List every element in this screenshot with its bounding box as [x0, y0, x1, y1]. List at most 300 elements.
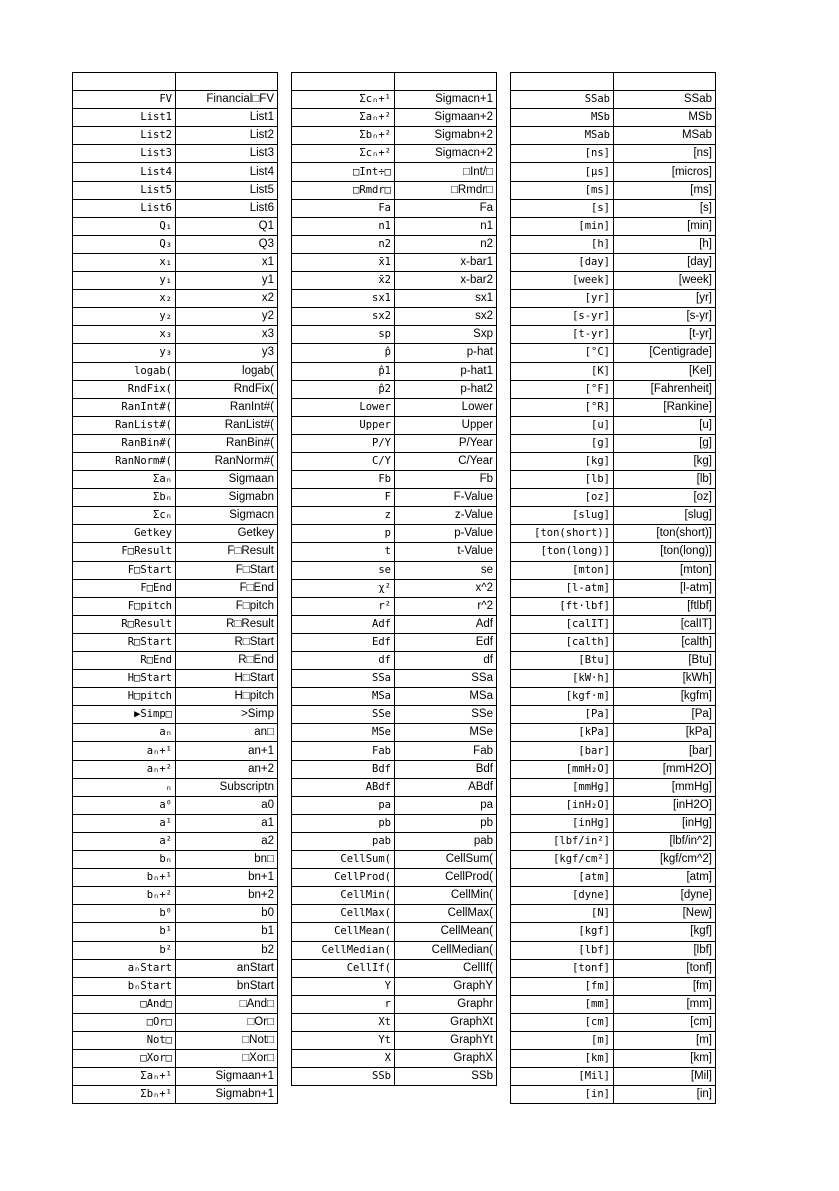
- table-row: [73, 380, 278, 398]
- token-cell: F□End: [73, 579, 176, 597]
- token-cell: R□Result: [73, 615, 176, 633]
- table-row: [511, 742, 716, 760]
- name-cell: a0: [176, 796, 278, 814]
- name-cell: a2: [176, 832, 278, 850]
- token-cell: [slug]: [511, 507, 614, 525]
- token-cell: [inHg]: [511, 814, 614, 832]
- table-row: [511, 633, 716, 651]
- name-cell: MSb: [614, 109, 716, 127]
- token-cell: [Pa]: [511, 706, 614, 724]
- token-cell: List3: [73, 145, 176, 163]
- token-cell: SSab: [511, 91, 614, 109]
- token-cell: List4: [73, 163, 176, 181]
- table-row: [73, 561, 278, 579]
- header-row: [511, 73, 716, 91]
- name-cell: [Centigrade]: [614, 344, 716, 362]
- table-row: [73, 670, 278, 688]
- table-row: [511, 326, 716, 344]
- table-row: [73, 416, 278, 434]
- token-cell: [h]: [511, 235, 614, 253]
- name-cell: Sigmacn: [176, 507, 278, 525]
- token-cell: [ms]: [511, 181, 614, 199]
- name-cell: F□pitch: [176, 597, 278, 615]
- name-cell: [inHg]: [614, 814, 716, 832]
- table-row: [511, 543, 716, 561]
- table-row: [511, 959, 716, 977]
- token-cell: CellMin(: [292, 887, 395, 905]
- table-row: [292, 127, 497, 145]
- table-row: [73, 742, 278, 760]
- table-row: [73, 1050, 278, 1068]
- name-cell: CellSum(: [395, 851, 497, 869]
- name-cell: [lb]: [614, 471, 716, 489]
- token-cell: [bar]: [511, 742, 614, 760]
- table-row: [73, 235, 278, 253]
- token-cell: y₃: [73, 344, 176, 362]
- name-cell: [in]: [614, 1086, 716, 1104]
- token-cell: Σaₙ+²: [292, 109, 395, 127]
- table-row: [292, 308, 497, 326]
- table-row: [73, 652, 278, 670]
- name-cell: [mmH2O]: [614, 760, 716, 778]
- table-row: [292, 869, 497, 887]
- token-cell: [fm]: [511, 977, 614, 995]
- table-row: [292, 959, 497, 977]
- name-cell: SSab: [614, 91, 716, 109]
- token-cell: Bdf: [292, 760, 395, 778]
- name-cell: logab(: [176, 362, 278, 380]
- name-cell: CellIf(: [395, 959, 497, 977]
- token-cell: [kW·h]: [511, 670, 614, 688]
- name-cell: se: [395, 561, 497, 579]
- token-cell: [cm]: [511, 1013, 614, 1031]
- token-cell: [calth]: [511, 633, 614, 651]
- name-cell: [ton(long)]: [614, 543, 716, 561]
- name-cell: [mm]: [614, 995, 716, 1013]
- token-cell: [lbf]: [511, 941, 614, 959]
- token-table-3: [510, 72, 716, 1104]
- name-cell: >Simp: [176, 706, 278, 724]
- name-cell: [u]: [614, 416, 716, 434]
- token-cell: [292, 73, 395, 91]
- name-cell: [lbf]: [614, 941, 716, 959]
- table-row: [292, 543, 497, 561]
- token-cell: F□pitch: [73, 597, 176, 615]
- table-row: [511, 869, 716, 887]
- name-cell: Fb: [395, 471, 497, 489]
- token-cell: RndFix(: [73, 380, 176, 398]
- name-cell: [micros]: [614, 163, 716, 181]
- name-cell: [ms]: [614, 181, 716, 199]
- token-cell: Σbₙ+¹: [73, 1086, 176, 1104]
- table-row: [511, 905, 716, 923]
- token-cell: X: [292, 1050, 395, 1068]
- table-row: [511, 706, 716, 724]
- token-cell: Y: [292, 977, 395, 995]
- token-cell: a²: [73, 832, 176, 850]
- name-cell: Financial□FV: [176, 91, 278, 109]
- token-cell: [°F]: [511, 380, 614, 398]
- table-row: [292, 253, 497, 271]
- token-cell: RanNorm#(: [73, 452, 176, 470]
- name-cell: p-hat1: [395, 362, 497, 380]
- name-cell: [inH2O]: [614, 796, 716, 814]
- name-cell: GraphYt: [395, 1031, 497, 1049]
- token-cell: Getkey: [73, 525, 176, 543]
- table-row: [292, 217, 497, 235]
- name-cell: [ns]: [614, 145, 716, 163]
- table-row: [511, 91, 716, 109]
- table-row: [73, 977, 278, 995]
- table-row: [73, 832, 278, 850]
- name-cell: b0: [176, 905, 278, 923]
- name-cell: □Xor□: [176, 1050, 278, 1068]
- table-row: [73, 796, 278, 814]
- table-row: [292, 652, 497, 670]
- name-cell: [week]: [614, 272, 716, 290]
- table-row: [511, 760, 716, 778]
- table-row: [292, 1013, 497, 1031]
- table-row: [511, 452, 716, 470]
- table-row: [511, 977, 716, 995]
- table-row: [73, 272, 278, 290]
- name-cell: [kPa]: [614, 724, 716, 742]
- token-cell: CellMax(: [292, 905, 395, 923]
- name-cell: [g]: [614, 434, 716, 452]
- token-cell: SSe: [292, 706, 395, 724]
- table-row: [511, 597, 716, 615]
- table-row: [73, 199, 278, 217]
- table-row: [292, 905, 497, 923]
- table-row: [511, 507, 716, 525]
- table-row: [73, 633, 278, 651]
- table-row: [511, 199, 716, 217]
- table-row: [511, 561, 716, 579]
- token-cell: [day]: [511, 253, 614, 271]
- name-cell: RanNorm#(: [176, 452, 278, 470]
- table-row: [292, 434, 497, 452]
- name-cell: CellMean(: [395, 923, 497, 941]
- name-cell: [ton(short)]: [614, 525, 716, 543]
- name-cell: Subscriptn: [176, 778, 278, 796]
- table-row: [511, 525, 716, 543]
- table-row: [292, 507, 497, 525]
- name-cell: [calth]: [614, 633, 716, 651]
- name-cell: R□End: [176, 652, 278, 670]
- name-cell: Sigmabn+2: [395, 127, 497, 145]
- token-cell: p: [292, 525, 395, 543]
- token-cell: aₙ+²: [73, 760, 176, 778]
- name-cell: R□Start: [176, 633, 278, 651]
- table-row: [292, 977, 497, 995]
- token-cell: RanList#(: [73, 416, 176, 434]
- token-cell: FV: [73, 91, 176, 109]
- token-cell: b⁰: [73, 905, 176, 923]
- name-cell: [t-yr]: [614, 326, 716, 344]
- name-cell: RanBin#(: [176, 434, 278, 452]
- name-cell: [l-atm]: [614, 579, 716, 597]
- name-cell: x-bar2: [395, 272, 497, 290]
- table-row: [73, 1086, 278, 1104]
- name-cell: Q1: [176, 217, 278, 235]
- token-cell: [yr]: [511, 290, 614, 308]
- token-cell: □Xor□: [73, 1050, 176, 1068]
- name-cell: [Pa]: [614, 706, 716, 724]
- table-row: [73, 760, 278, 778]
- token-cell: Σbₙ: [73, 489, 176, 507]
- table-row: [73, 344, 278, 362]
- token-cell: Fa: [292, 199, 395, 217]
- table-row: [292, 561, 497, 579]
- name-cell: RanList#(: [176, 416, 278, 434]
- name-cell: [395, 73, 497, 91]
- table-row: [292, 344, 497, 362]
- table-row: [73, 579, 278, 597]
- table-row: [511, 832, 716, 850]
- token-cell: a¹: [73, 814, 176, 832]
- name-cell: [cm]: [614, 1013, 716, 1031]
- name-cell: SSa: [395, 670, 497, 688]
- table-row: [73, 688, 278, 706]
- name-cell: [kg]: [614, 452, 716, 470]
- token-cell: p̂2: [292, 380, 395, 398]
- table-row: [292, 724, 497, 742]
- token-cell: [ft·lbf]: [511, 597, 614, 615]
- table-row: [292, 832, 497, 850]
- table-row: [73, 887, 278, 905]
- name-cell: [bar]: [614, 742, 716, 760]
- name-cell: y3: [176, 344, 278, 362]
- token-cell: Yt: [292, 1031, 395, 1049]
- name-cell: y2: [176, 308, 278, 326]
- token-cell: F□Start: [73, 561, 176, 579]
- name-cell: [atm]: [614, 869, 716, 887]
- token-cell: R□Start: [73, 633, 176, 651]
- table-row: [73, 163, 278, 181]
- token-cell: logab(: [73, 362, 176, 380]
- token-cell: [ns]: [511, 145, 614, 163]
- table-row: [511, 344, 716, 362]
- name-cell: an+1: [176, 742, 278, 760]
- token-cell: [ton(long)]: [511, 543, 614, 561]
- token-cell: CellMedian(: [292, 941, 395, 959]
- name-cell: Bdf: [395, 760, 497, 778]
- token-cell: MSe: [292, 724, 395, 742]
- token-cell: r: [292, 995, 395, 1013]
- token-cell: SSb: [292, 1068, 395, 1086]
- token-cell: bₙ+¹: [73, 869, 176, 887]
- name-cell: [fm]: [614, 977, 716, 995]
- token-cell: Xt: [292, 1013, 395, 1031]
- table-row: [73, 724, 278, 742]
- table-row: [511, 851, 716, 869]
- name-cell: sx1: [395, 290, 497, 308]
- table-row: [292, 326, 497, 344]
- name-cell: RanInt#(: [176, 398, 278, 416]
- name-cell: anStart: [176, 959, 278, 977]
- name-cell: [614, 73, 716, 91]
- token-cell: H□pitch: [73, 688, 176, 706]
- token-cell: [kgf]: [511, 923, 614, 941]
- name-cell: pa: [395, 796, 497, 814]
- table-row: [292, 199, 497, 217]
- name-cell: P/Year: [395, 434, 497, 452]
- table-row: [73, 290, 278, 308]
- token-cell: List6: [73, 199, 176, 217]
- header-row: [292, 73, 497, 91]
- token-cell: List2: [73, 127, 176, 145]
- table-row: [292, 887, 497, 905]
- table-row: [73, 1031, 278, 1049]
- token-cell: [Mil]: [511, 1068, 614, 1086]
- token-cell: SSa: [292, 670, 395, 688]
- name-cell: y1: [176, 272, 278, 290]
- name-cell: F□Result: [176, 543, 278, 561]
- token-cell: Fab: [292, 742, 395, 760]
- table-row: [73, 814, 278, 832]
- token-cell: b²: [73, 941, 176, 959]
- name-cell: [h]: [614, 235, 716, 253]
- table-row: [511, 652, 716, 670]
- table-row: [73, 253, 278, 271]
- name-cell: bn□: [176, 851, 278, 869]
- token-cell: MSb: [511, 109, 614, 127]
- name-cell: [dyne]: [614, 887, 716, 905]
- token-cell: bₙ: [73, 851, 176, 869]
- name-cell: [kWh]: [614, 670, 716, 688]
- table-row: [292, 181, 497, 199]
- token-cell: □And□: [73, 995, 176, 1013]
- table-row: [511, 272, 716, 290]
- name-cell: pb: [395, 814, 497, 832]
- token-cell: [kg]: [511, 452, 614, 470]
- table-row: [511, 1086, 716, 1104]
- token-cell: Q₃: [73, 235, 176, 253]
- token-cell: [min]: [511, 217, 614, 235]
- table-row: [292, 941, 497, 959]
- name-cell: H□pitch: [176, 688, 278, 706]
- token-cell: [km]: [511, 1050, 614, 1068]
- token-cell: [l-atm]: [511, 579, 614, 597]
- name-cell: □Not□: [176, 1031, 278, 1049]
- token-cell: Adf: [292, 615, 395, 633]
- name-cell: Edf: [395, 633, 497, 651]
- token-cell: x₂: [73, 290, 176, 308]
- table-row: [511, 380, 716, 398]
- name-cell: List3: [176, 145, 278, 163]
- table-row: [511, 434, 716, 452]
- token-cell: bₙ+²: [73, 887, 176, 905]
- token-cell: [ton(short)]: [511, 525, 614, 543]
- table-row: [73, 452, 278, 470]
- token-cell: aₙStart: [73, 959, 176, 977]
- token-cell: pb: [292, 814, 395, 832]
- name-cell: Sigmabn+1: [176, 1086, 278, 1104]
- name-cell: r^2: [395, 597, 497, 615]
- token-cell: MSa: [292, 688, 395, 706]
- token-cell: [m]: [511, 1031, 614, 1049]
- token-cell: aₙ+¹: [73, 742, 176, 760]
- name-cell: List1: [176, 109, 278, 127]
- table-row: [73, 1013, 278, 1031]
- token-cell: x̄1: [292, 253, 395, 271]
- name-cell: SSe: [395, 706, 497, 724]
- table-row: [73, 127, 278, 145]
- name-cell: RndFix(: [176, 380, 278, 398]
- table-row: [73, 543, 278, 561]
- token-cell: [calIT]: [511, 615, 614, 633]
- name-cell: [Rankine]: [614, 398, 716, 416]
- token-cell: [kPa]: [511, 724, 614, 742]
- name-cell: MSe: [395, 724, 497, 742]
- table-row: [73, 489, 278, 507]
- name-cell: [mton]: [614, 561, 716, 579]
- name-cell: Q3: [176, 235, 278, 253]
- table-row: [73, 507, 278, 525]
- token-cell: [in]: [511, 1086, 614, 1104]
- token-cell: [N]: [511, 905, 614, 923]
- token-cell: F□Result: [73, 543, 176, 561]
- table-row: [292, 760, 497, 778]
- table-row: [73, 851, 278, 869]
- table-row: [511, 471, 716, 489]
- token-cell: [mton]: [511, 561, 614, 579]
- table-row: [73, 145, 278, 163]
- table-row: [511, 489, 716, 507]
- token-cell: Σcₙ: [73, 507, 176, 525]
- token-cell: se: [292, 561, 395, 579]
- token-cell: Not□: [73, 1031, 176, 1049]
- table-row: [511, 145, 716, 163]
- token-cell: r²: [292, 597, 395, 615]
- name-cell: [day]: [614, 253, 716, 271]
- name-cell: [slug]: [614, 507, 716, 525]
- name-cell: bn+2: [176, 887, 278, 905]
- table-row: [73, 615, 278, 633]
- table-row: [292, 706, 497, 724]
- token-table-2: [291, 72, 497, 1086]
- token-cell: CellIf(: [292, 959, 395, 977]
- token-cell: [Btu]: [511, 652, 614, 670]
- table-row: [511, 1031, 716, 1049]
- token-cell: Edf: [292, 633, 395, 651]
- table-row: [292, 1068, 497, 1086]
- table-row: [73, 905, 278, 923]
- token-cell: [511, 73, 614, 91]
- table-row: [511, 163, 716, 181]
- token-cell: x̄2: [292, 272, 395, 290]
- name-cell: Getkey: [176, 525, 278, 543]
- table-row: [292, 633, 497, 651]
- token-cell: n1: [292, 217, 395, 235]
- token-cell: [kgf·m]: [511, 688, 614, 706]
- header-row: [73, 73, 278, 91]
- name-cell: CellMedian(: [395, 941, 497, 959]
- table-row: [292, 670, 497, 688]
- token-cell: F: [292, 489, 395, 507]
- name-cell: Sxp: [395, 326, 497, 344]
- token-cell: [mm]: [511, 995, 614, 1013]
- token-cell: [°C]: [511, 344, 614, 362]
- name-cell: [min]: [614, 217, 716, 235]
- name-cell: Upper: [395, 416, 497, 434]
- table-row: [292, 688, 497, 706]
- token-cell: [K]: [511, 362, 614, 380]
- name-cell: □And□: [176, 995, 278, 1013]
- table-row: [292, 995, 497, 1013]
- token-cell: [oz]: [511, 489, 614, 507]
- table-row: [511, 1050, 716, 1068]
